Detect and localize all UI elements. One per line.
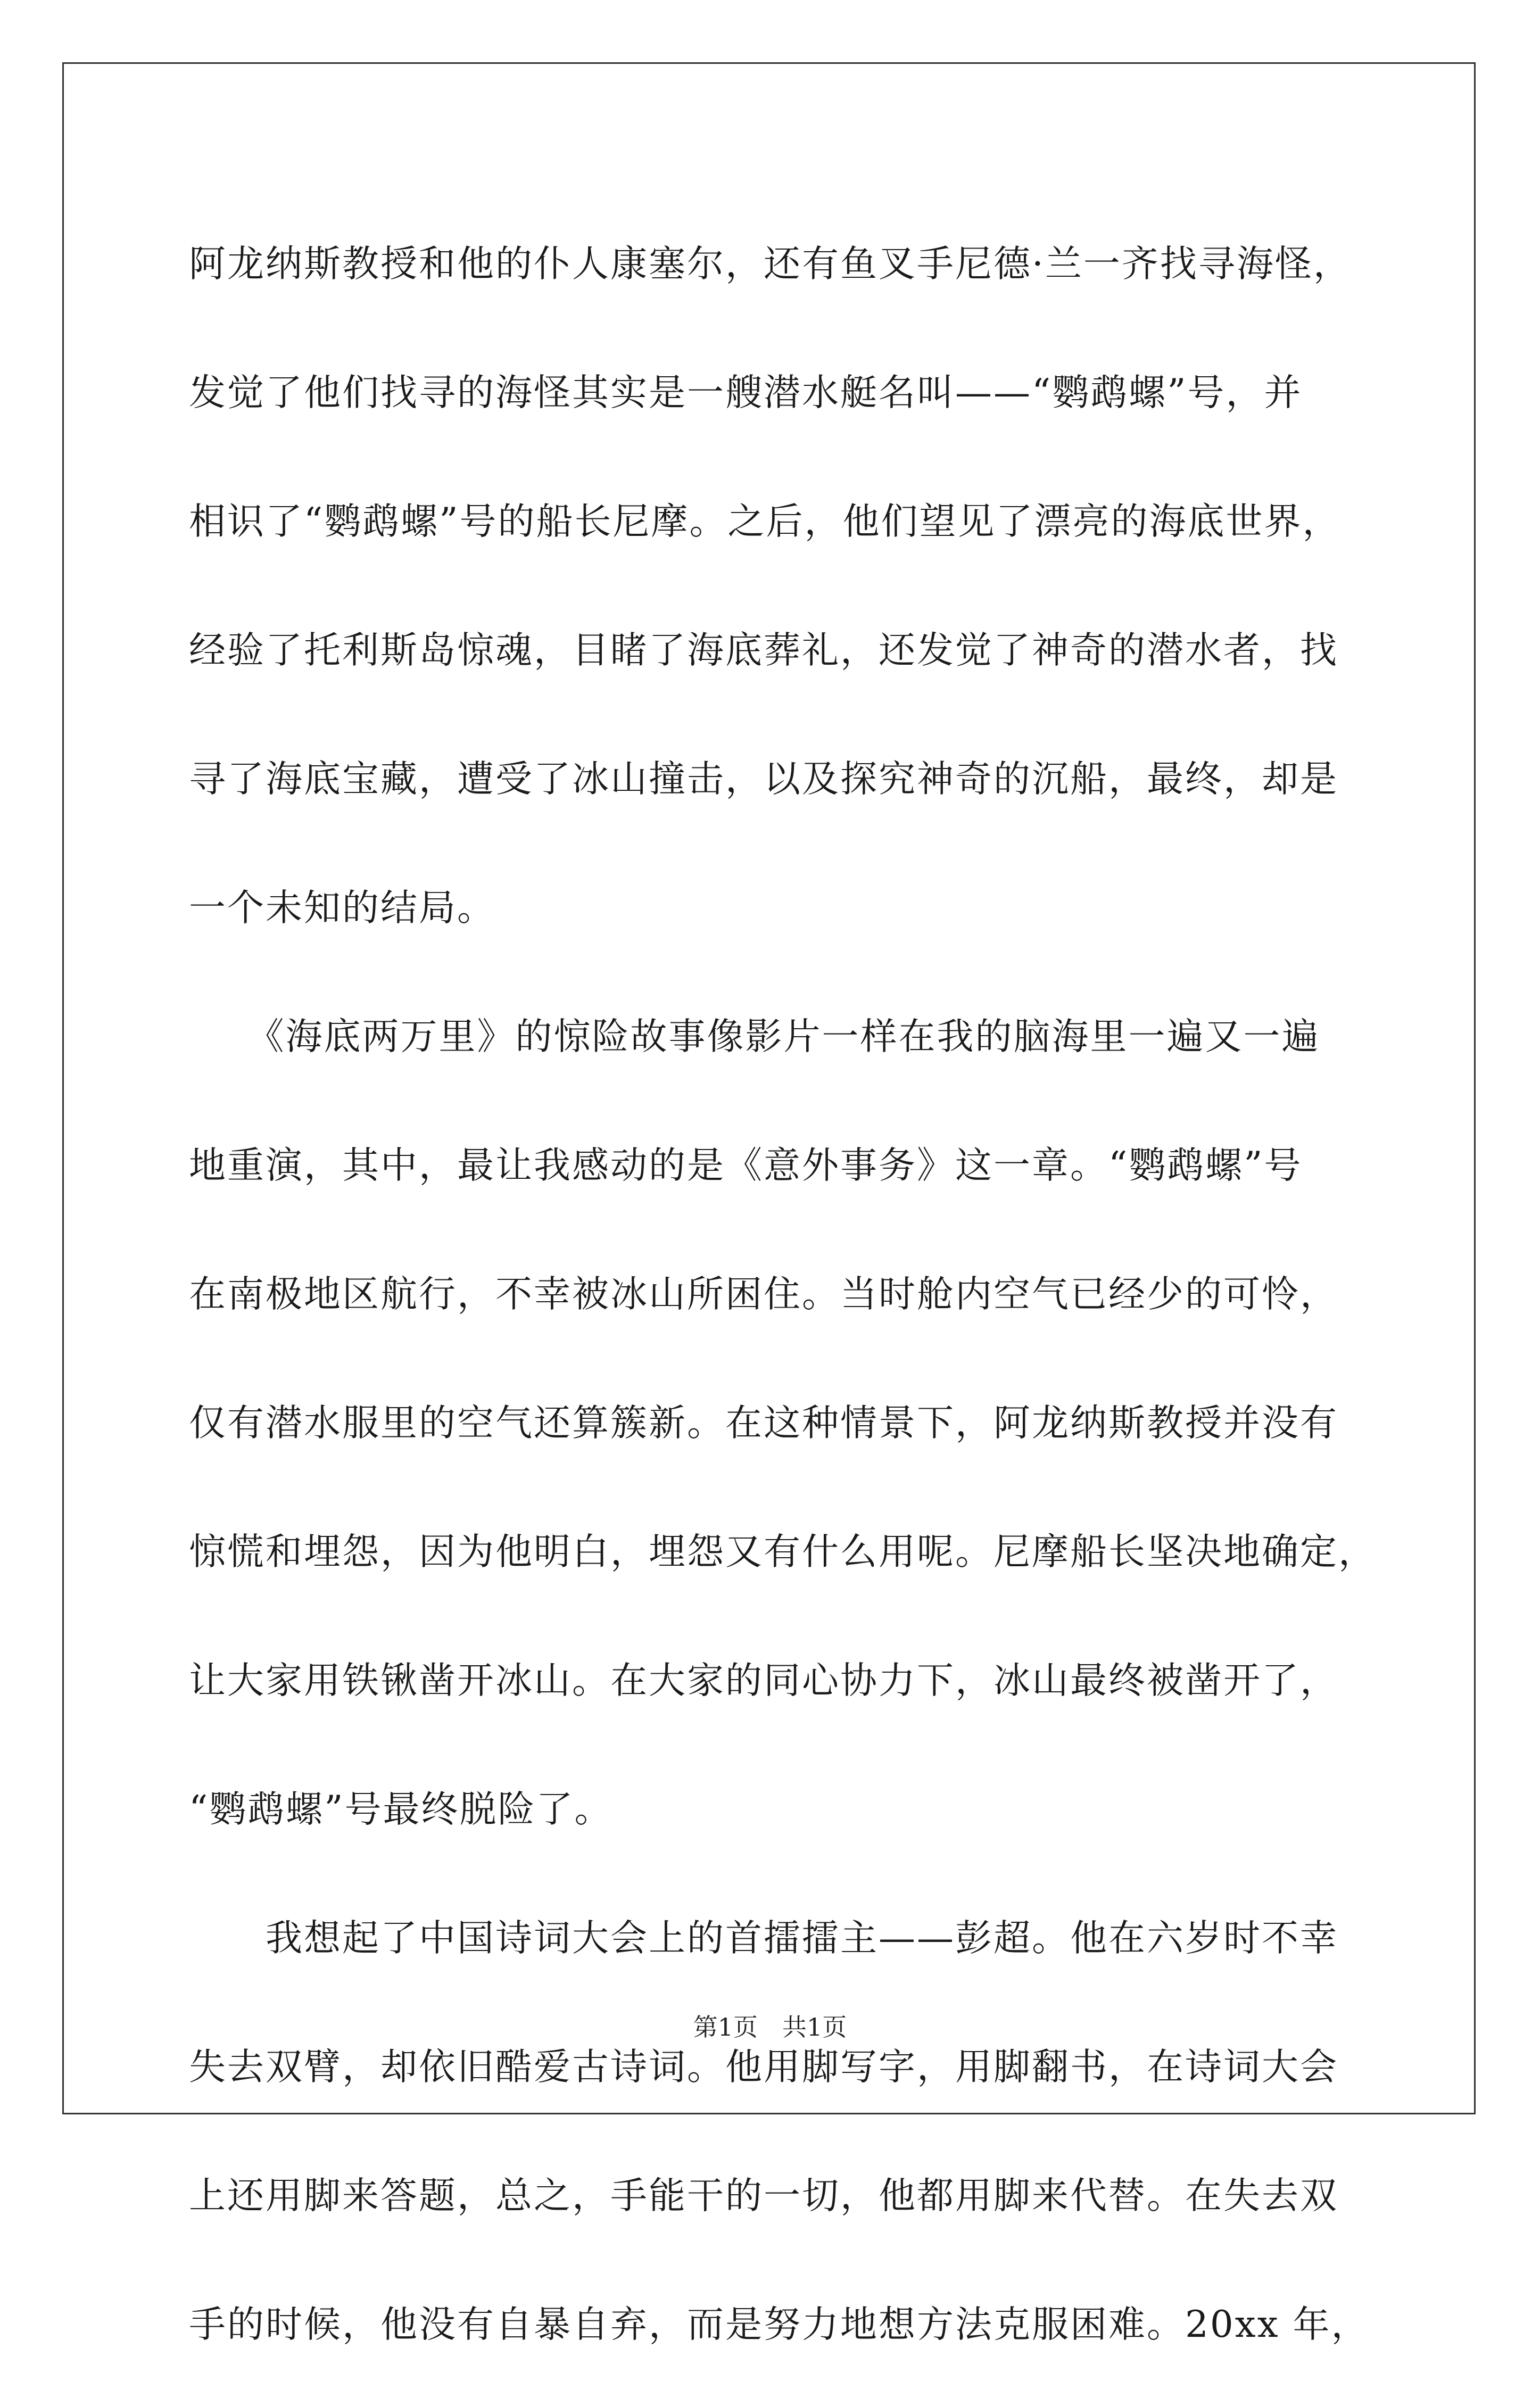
text-line: 上还用脚来答题，总之，手能干的一切，他都用脚来代替。在失去双 xyxy=(189,2175,1338,2217)
text-line: 在南极地区航行，不幸被冰山所困住。当时舱内空气已经少的可怜， xyxy=(189,1273,1338,1316)
text-line: 惊慌和埋怨，因为他明白，埋怨又有什么用呢。尼摩船长坚决地确定， xyxy=(189,1531,1377,1573)
page-total: 共1页 xyxy=(782,2013,847,2041)
text-line: 仅有潜水服里的空气还算簇新。在这种情景下，阿龙纳斯教授并没有 xyxy=(189,1402,1338,1444)
text-line: “鹦鹉螺”号最终脱险了。 xyxy=(189,1788,613,1831)
page-number: 第1页 xyxy=(693,2013,758,2041)
text-line: 一个未知的结局。 xyxy=(189,887,495,929)
text-line: 地重演，其中，最让我感动的是《意外事务》这一章。“鹦鹉螺”号 xyxy=(189,1144,1303,1187)
text-line: 发觉了他们找寻的海怪其实是一艘潜水艇名叫——“鹦鹉螺”号，并 xyxy=(189,371,1303,414)
text-line: 我想起了中国诗词大会上的首擂擂主——彭超。他在六岁时不幸 xyxy=(189,1917,1338,1960)
text-line: 让大家用铁锹凿开冰山。在大家的同心协力下，冰山最终被凿开了， xyxy=(189,1659,1338,1702)
text-line: 阿龙纳斯教授和他的仆人康塞尔，还有鱼叉手尼德·兰一齐找寻海怪， xyxy=(189,243,1352,285)
text-line: 经验了托利斯岛惊魂，目睹了海底葬礼，还发觉了神奇的潜水者，找 xyxy=(189,629,1338,672)
text-line: 《海底两万里》的惊险故事像影片一样在我的脑海里一遍又一遍 xyxy=(189,1015,1320,1058)
page-footer xyxy=(0,2008,1540,2043)
text-line: 相识了“鹦鹉螺”号的船长尼摩。之后，他们望见了漂亮的海底世界， xyxy=(189,500,1341,543)
text-line: 失去双臂，却依旧酷爱古诗词。他用脚写字，用脚翻书，在诗词大会 xyxy=(189,2046,1338,2088)
text-line: 寻了海底宝藏，遭受了冰山撞击，以及探究神奇的沉船，最终，却是 xyxy=(189,758,1338,800)
document-body xyxy=(189,200,1386,2389)
text-line: 手的时候，他没有自暴自弃，而是努力地想方法克服困难。20xx 年， xyxy=(189,2303,1370,2346)
